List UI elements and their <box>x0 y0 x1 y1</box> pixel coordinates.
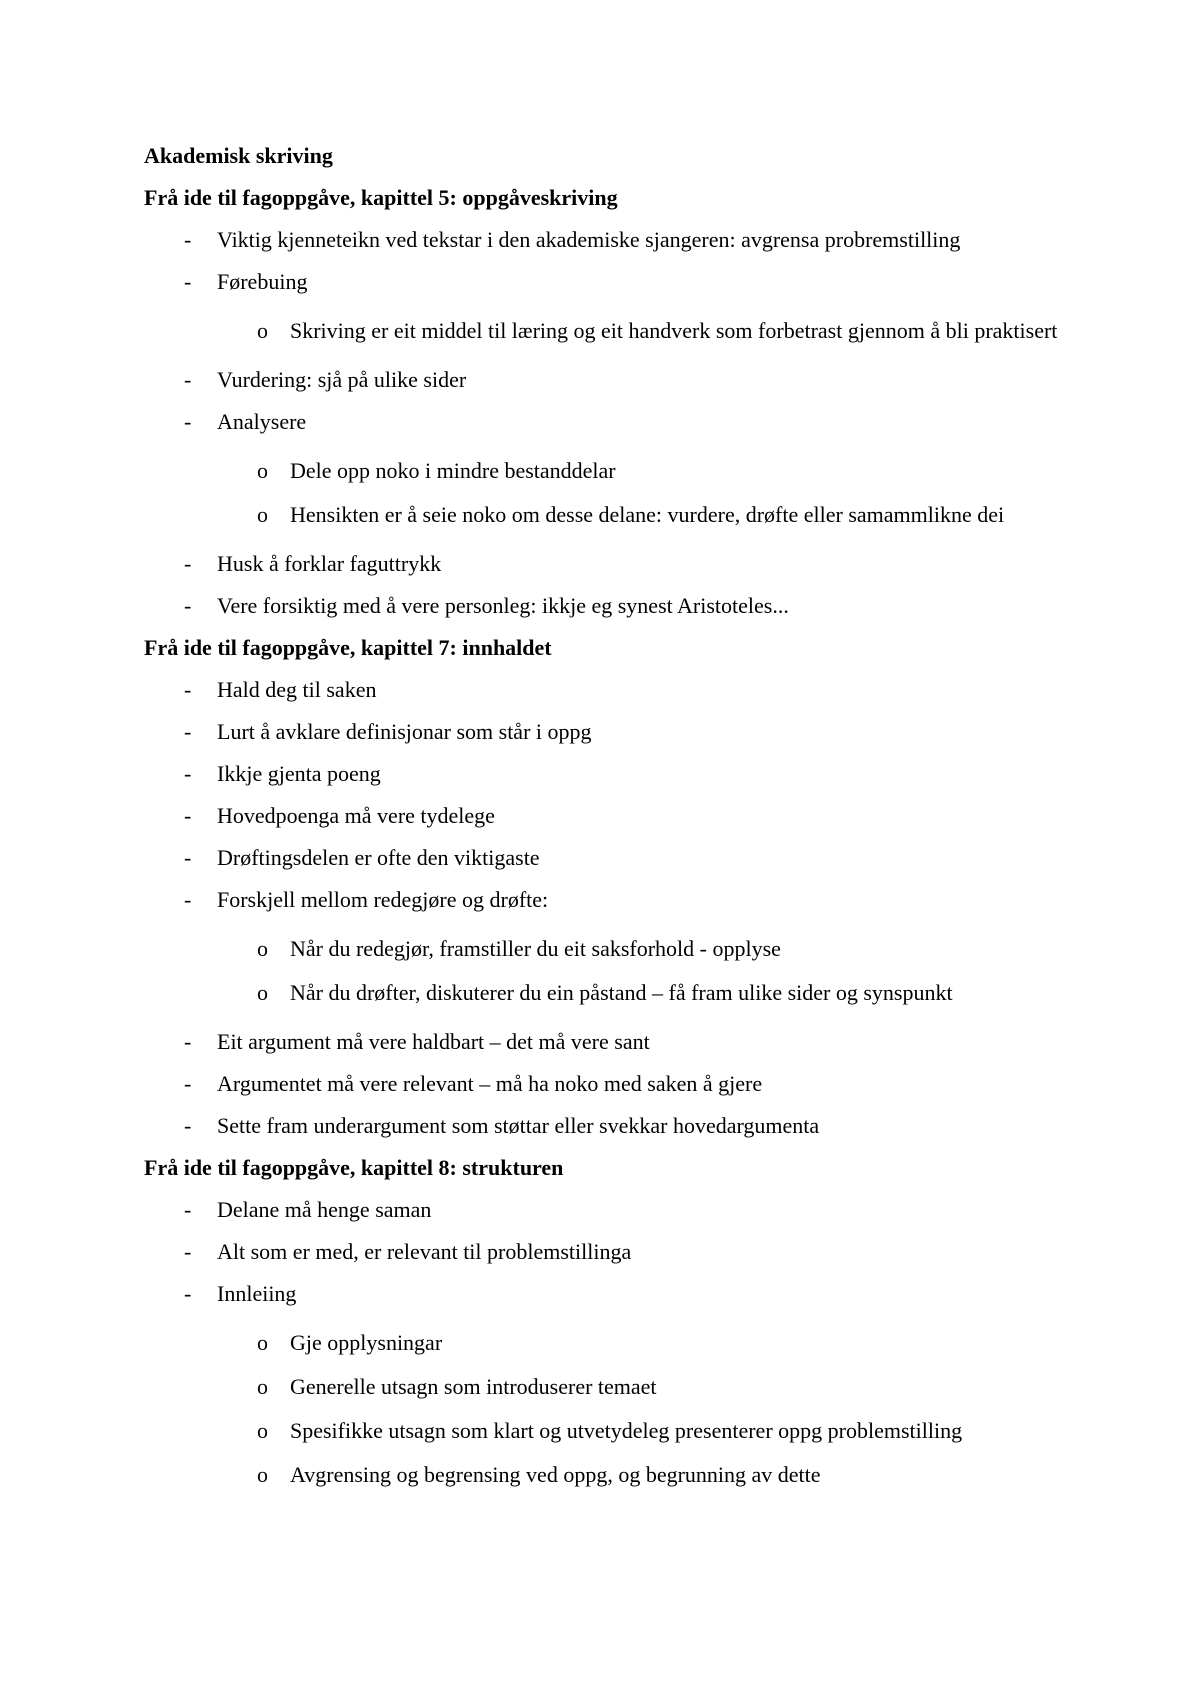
sub-bullet-list <box>217 450 1074 536</box>
sub-list-item <box>217 494 1074 536</box>
circle-bullet-icon: o <box>257 502 268 527</box>
dash-bullet-icon: - <box>184 845 192 870</box>
dash-bullet-icon: - <box>184 1071 192 1096</box>
circle-bullet-icon: o <box>257 458 268 483</box>
list-item-text: Sette fram underargument som støttar eller svekkar hovedargumenta <box>217 1113 820 1138</box>
dash-bullet-icon: - <box>184 887 192 912</box>
list-item-text: Forskjell mellom redegjøre og drøfte: <box>217 887 549 912</box>
sub-list-item-text: Gje opplysningar <box>290 1330 443 1355</box>
sub-list-item <box>217 972 1074 1014</box>
sub-list-item <box>217 450 1074 492</box>
list-item <box>144 886 1074 1014</box>
section-heading: Frå ide til fagoppgåve, kapittel 8: strukturen <box>144 1155 564 1180</box>
circle-bullet-icon: o <box>257 1374 268 1399</box>
dash-bullet-icon: - <box>184 227 192 252</box>
sub-list-item-text: Generelle utsagn som introduserer temaet <box>290 1374 657 1399</box>
dash-bullet-icon: - <box>184 1239 192 1264</box>
section-heading: Frå ide til fagoppgåve, kapittel 5: oppgåveskriving <box>144 185 618 210</box>
circle-bullet-icon: o <box>257 1330 268 1355</box>
dash-bullet-icon: - <box>184 803 192 828</box>
sub-list-item-text: Skriving er eit middel til læring og eit handverk som forbetrast gjennom å bli praktisert <box>290 318 1058 343</box>
dash-bullet-icon: - <box>184 409 192 434</box>
list-item-text: Alt som er med, er relevant til problemstillinga <box>217 1239 632 1264</box>
list-item-text: Viktig kjenneteikn ved tekstar i den akademiske sjangeren: avgrensa probremstilling <box>217 227 961 252</box>
dash-bullet-icon: - <box>184 1029 192 1054</box>
circle-bullet-icon: o <box>257 980 268 1005</box>
list-item <box>144 1028 1074 1056</box>
list-item <box>144 226 1074 254</box>
circle-bullet-icon: o <box>257 318 268 343</box>
list-item <box>144 550 1074 578</box>
dash-bullet-icon: - <box>184 367 192 392</box>
list-item-text: Husk å forklar faguttrykk <box>217 551 442 576</box>
dash-bullet-icon: - <box>184 269 192 294</box>
sub-list-item <box>217 310 1074 352</box>
dash-bullet-icon: - <box>184 677 192 702</box>
list-item-text: Hald deg til saken <box>217 677 377 702</box>
list-item <box>144 1196 1074 1224</box>
list-item <box>144 268 1074 352</box>
list-item-text: Hovedpoenga må vere tydelege <box>217 803 495 828</box>
list-item <box>144 760 1074 788</box>
list-item-text: Analysere <box>217 409 307 434</box>
list-item-text: Lurt å avklare definisjonar som står i oppg <box>217 719 592 744</box>
sub-list-item <box>217 1322 1074 1364</box>
list-item-text: Vere forsiktig med å vere personleg: ikkje eg synest Aristoteles... <box>217 593 789 618</box>
list-item <box>144 718 1074 746</box>
document-title: Akademisk skriving <box>144 143 333 168</box>
dash-bullet-icon: - <box>184 593 192 618</box>
list-item-text: Argumentet må vere relevant – må ha noko med saken å gjere <box>217 1071 763 1096</box>
sub-list-item-text: Avgrensing og begrensing ved oppg, og begrunning av dette <box>290 1462 821 1487</box>
dash-bullet-icon: - <box>184 761 192 786</box>
sub-list-item-text: Når du drøfter, diskuterer du ein påstand – få fram ulike sider og synspunkt <box>290 980 953 1005</box>
bullet-list <box>144 676 1074 1140</box>
sub-list-item <box>217 928 1074 970</box>
sub-list-item-text: Spesifikke utsagn som klart og utvetydeleg presenterer oppg problemstilling <box>290 1418 963 1443</box>
section-heading: Frå ide til fagoppgåve, kapittel 7: innhaldet <box>144 635 552 660</box>
bullet-list <box>144 226 1074 620</box>
sub-bullet-list <box>217 1322 1074 1496</box>
dash-bullet-icon: - <box>184 1281 192 1306</box>
sub-list-item <box>217 1410 1074 1452</box>
dash-bullet-icon: - <box>184 719 192 744</box>
list-item <box>144 1112 1074 1140</box>
sub-list-item-text: Hensikten er å seie noko om desse delane: vurdere, drøfte eller samammlikne dei <box>290 502 1005 527</box>
list-item <box>144 844 1074 872</box>
list-item <box>144 1238 1074 1266</box>
list-item <box>144 676 1074 704</box>
list-item-text: Ikkje gjenta poeng <box>217 761 381 786</box>
dash-bullet-icon: - <box>184 1197 192 1222</box>
dash-bullet-icon: - <box>184 551 192 576</box>
list-item <box>144 408 1074 536</box>
bullet-list <box>144 1196 1074 1496</box>
list-item <box>144 366 1074 394</box>
sub-list-item <box>217 1366 1074 1408</box>
list-item <box>144 592 1074 620</box>
circle-bullet-icon: o <box>257 936 268 961</box>
circle-bullet-icon: o <box>257 1418 268 1443</box>
list-item-text: Delane må henge saman <box>217 1197 432 1222</box>
list-item <box>144 802 1074 830</box>
list-item-text: Vurdering: sjå på ulike sider <box>217 367 467 392</box>
list-item-text: Eit argument må vere haldbart – det må vere sant <box>217 1029 650 1054</box>
list-item-text: Drøftingsdelen er ofte den viktigaste <box>217 845 540 870</box>
sub-bullet-list <box>217 928 1074 1014</box>
dash-bullet-icon: - <box>184 1113 192 1138</box>
sub-list-item-text: Når du redegjør, framstiller du eit saksforhold - opplyse <box>290 936 781 961</box>
sub-list-item <box>217 1454 1074 1496</box>
list-item <box>144 1070 1074 1098</box>
circle-bullet-icon: o <box>257 1462 268 1487</box>
list-item-text: Førebuing <box>217 269 308 294</box>
document-body <box>144 142 1074 1510</box>
list-item <box>144 1280 1074 1496</box>
sub-bullet-list <box>217 310 1074 352</box>
list-item-text: Innleiing <box>217 1281 297 1306</box>
sub-list-item-text: Dele opp noko i mindre bestanddelar <box>290 458 616 483</box>
